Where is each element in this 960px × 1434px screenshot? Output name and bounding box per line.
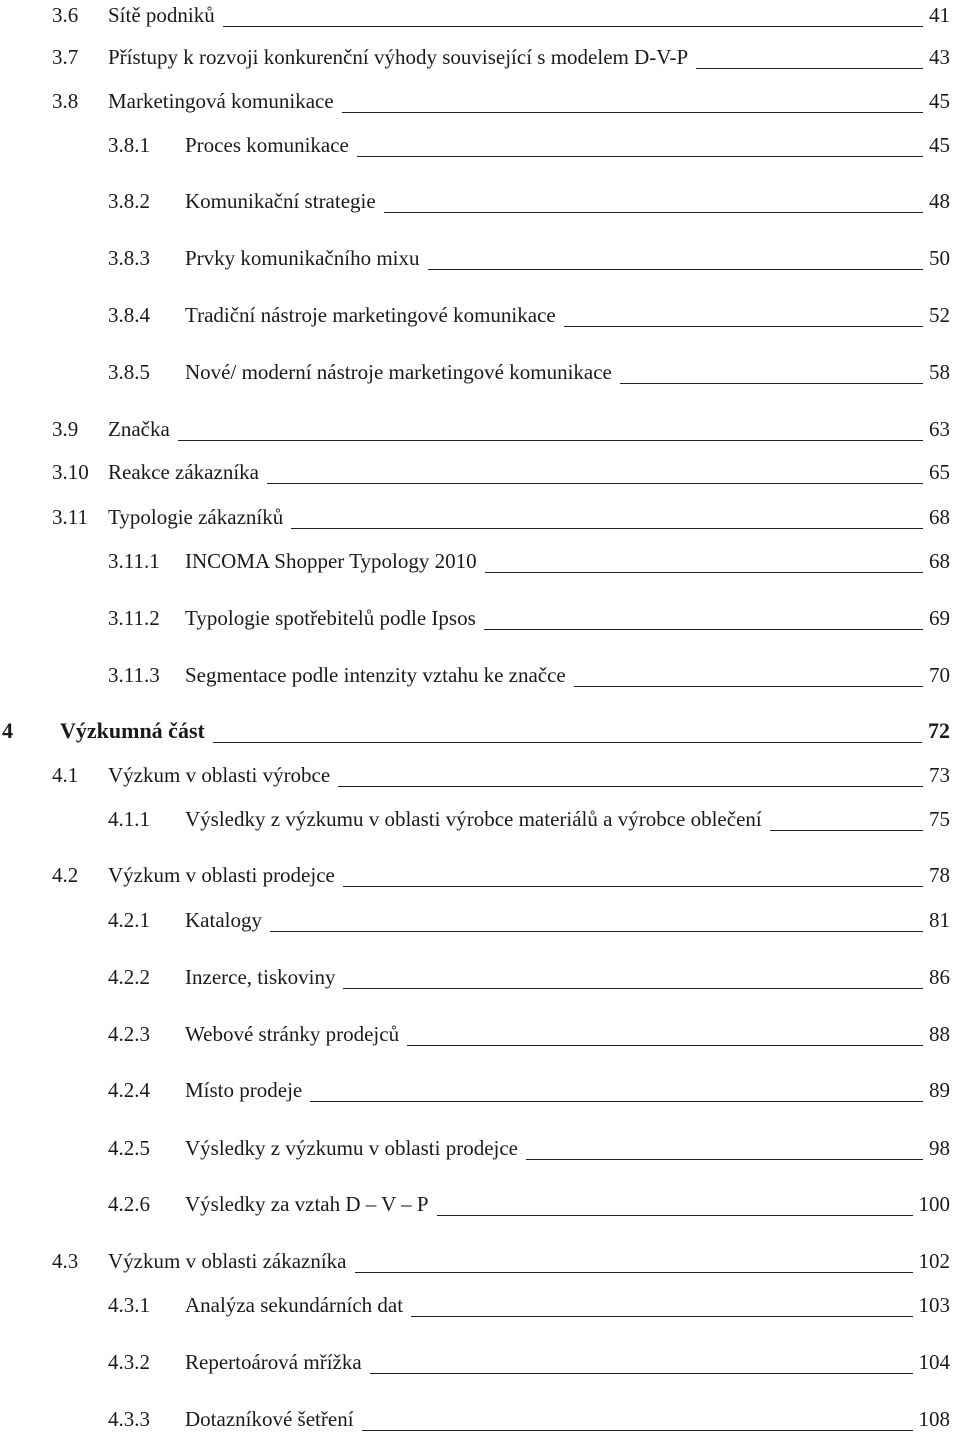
toc-entry-page: 41 [929,3,950,27]
toc-entry-page: 88 [929,1022,950,1046]
toc-entry-number: 3.8.2 [108,189,150,213]
toc-entry[interactable] [0,300,960,330]
toc-entry[interactable] [0,86,960,116]
toc-entry-title: Typologie spotřebitelů podle Ipsos [185,603,476,633]
toc-entry-page: 102 [918,1249,950,1273]
toc-leader-line [342,112,923,113]
toc-entry-title: Webové stránky prodejců [185,1019,399,1049]
toc-entry-title: Typologie zákazníků [108,502,283,532]
toc-leader-line [362,1430,913,1431]
toc-entry[interactable] [0,860,960,890]
toc-entry-number: 3.11 [52,505,88,529]
toc-entry[interactable] [0,1347,960,1377]
toc-entry-page: 68 [929,549,950,573]
toc-entry-page: 75 [929,807,950,831]
toc-entry[interactable] [0,804,960,834]
toc-entry[interactable] [0,546,960,576]
toc-entry[interactable] [0,502,960,532]
toc-entry[interactable] [0,760,960,790]
toc-entry-title: Inzerce, tiskoviny [185,962,335,992]
toc-leader-line [526,1159,923,1160]
toc-entry-number: 4.2.4 [108,1078,150,1102]
toc-leader-line [343,886,923,887]
toc-entry-number: 4.2.3 [108,1022,150,1046]
toc-entry-page: 81 [929,908,950,932]
toc-entry-title: Segmentace podle intenzity vztahu ke značce [185,660,566,690]
toc-entry-page: 89 [929,1078,950,1102]
toc-entry-title: Analýza sekundárních dat [185,1290,403,1320]
toc-entry[interactable] [0,243,960,273]
toc-leader-line [338,786,923,787]
toc-leader-line [384,212,923,213]
toc-entry[interactable] [0,42,960,72]
toc-entry-title: Proces komunikace [185,130,349,160]
toc-entry-title: Výsledky za vztah D – V – P [185,1189,429,1219]
toc-leader-line [310,1101,923,1102]
toc-entry[interactable] [0,1133,960,1163]
toc-entry-page: 70 [929,663,950,687]
toc-entry-title: Katalogy [185,905,262,935]
toc-entry-number: 3.7 [52,45,79,69]
toc-leader-line [223,26,923,27]
toc-leader-line [178,440,923,441]
toc-entry-page: 58 [929,360,950,384]
toc-entry-page: 45 [929,89,950,113]
toc-leader-line [357,156,923,157]
toc-entry[interactable] [0,1075,960,1105]
toc-entry-number: 4.2.5 [108,1136,150,1160]
toc-entry-number: 3.8.4 [108,303,150,327]
toc-entry-number: 4 [2,718,13,743]
toc-leader-line [620,383,923,384]
toc-entry-page: 100 [918,1192,950,1216]
toc-leader-line [485,572,923,573]
toc-entry-number: 3.8.1 [108,133,150,157]
toc-leader-line [370,1373,913,1374]
toc-leader-line [411,1316,913,1317]
toc-entry-number: 4.1.1 [108,807,150,831]
toc-leader-line [213,742,922,743]
toc-entry-page: 50 [929,246,950,270]
toc-entry[interactable] [0,660,960,690]
toc-entry-title: Výzkumná část [60,716,205,746]
toc-entry-page: 73 [929,763,950,787]
toc-leader-line [428,269,923,270]
toc-entry[interactable] [0,1189,960,1219]
toc-entry-page: 98 [929,1136,950,1160]
toc-leader-line [355,1272,913,1273]
toc-entry[interactable] [0,905,960,935]
toc-entry-number: 4.2.2 [108,965,150,989]
toc-entry-title: Výzkum v oblasti prodejce [108,860,335,890]
toc-entry-title: Přístupy k rozvoji konkurenční výhody související s modelem D-V-P [108,42,688,72]
toc-entry[interactable] [0,1290,960,1320]
toc-entry-title: Komunikační strategie [185,186,376,216]
toc-entry-page: 104 [918,1350,950,1374]
toc-entry-title: Výzkum v oblasti zákazníka [108,1246,347,1276]
toc-entry-page: 65 [929,460,950,484]
toc-leader-line [291,528,923,529]
toc-entry-title: Reakce zákazníka [108,457,259,487]
toc-entry[interactable] [0,1019,960,1049]
toc-entry-number: 4.2 [52,863,79,887]
toc-entry-number: 4.3.1 [108,1293,150,1317]
toc-entry-title: Nové/ moderní nástroje marketingové komunikace [185,357,612,387]
toc-entry-title: Dotazníkové šetření [185,1404,354,1434]
toc-entry-number: 4.2.1 [108,908,150,932]
toc-leader-line [267,483,923,484]
toc-entry[interactable] [0,0,960,30]
toc-entry-page: 103 [918,1293,950,1317]
toc-entry-number: 4.3 [52,1249,79,1273]
toc-entry[interactable] [0,603,960,633]
toc-entry-number: 3.8.5 [108,360,150,384]
toc-entry-number: 4.2.6 [108,1192,150,1216]
toc-entry-title: Výsledky z výzkumu v oblasti výrobce materiálů a výrobce oblečení [185,804,762,834]
toc-entry-number: 3.8.3 [108,246,150,270]
toc-entry-page: 68 [929,505,950,529]
toc-entry-title: Marketingová komunikace [108,86,334,116]
toc-leader-line [770,830,923,831]
toc-entry-title: Výsledky z výzkumu v oblasti prodejce [185,1133,518,1163]
toc-entry-number: 3.6 [52,3,79,27]
toc-entry-page: 48 [929,189,950,213]
toc-entry-title: Výzkum v oblasti výrobce [108,760,330,790]
toc-leader-line [696,68,923,69]
toc-entry-title: Tradiční nástroje marketingové komunikace [185,300,556,330]
toc-entry-page: 108 [918,1407,950,1431]
toc-entry-page: 52 [929,303,950,327]
toc-entry-page: 45 [929,133,950,157]
toc-entry-number: 4.3.3 [108,1407,150,1431]
toc-entry-number: 3.11.3 [108,663,160,687]
toc-entry-title: Místo prodeje [185,1075,302,1105]
toc-entry[interactable] [0,962,960,992]
toc-entry-page: 43 [929,45,950,69]
toc-entry-number: 3.8 [52,89,79,113]
toc-leader-line [407,1045,923,1046]
toc-leader-line [343,988,923,989]
toc-entry[interactable] [0,716,960,746]
toc-leader-line [437,1215,913,1216]
toc-entry[interactable] [0,130,960,160]
toc-entry-title: Značka [108,414,170,444]
toc-entry-number: 3.11.1 [108,549,160,573]
toc-entry-number: 4.1 [52,763,79,787]
toc-entry-number: 4.3.2 [108,1350,150,1374]
toc-entry[interactable] [0,414,960,444]
toc-entry[interactable] [0,357,960,387]
toc-leader-line [270,931,923,932]
toc-entry-title: Prvky komunikačního mixu [185,243,420,273]
toc-entry-page: 78 [929,863,950,887]
toc-entry-title: Repertoárová mřížka [185,1347,362,1377]
toc-entry[interactable] [0,1246,960,1276]
toc-leader-line [574,686,923,687]
toc-entry[interactable] [0,186,960,216]
toc-entry-number: 3.9 [52,417,79,441]
toc-entry-page: 63 [929,417,950,441]
toc-entry-title: INCOMA Shopper Typology 2010 [185,546,477,576]
toc-entry-page: 86 [929,965,950,989]
toc-entry-title: Sítě podniků [108,0,215,30]
toc-entry-page: 72 [928,718,950,743]
toc-entry[interactable] [0,457,960,487]
toc-leader-line [484,629,923,630]
toc-leader-line [564,326,923,327]
toc-entry-number: 3.10 [52,460,89,484]
toc-entry-page: 69 [929,606,950,630]
toc-entry-number: 3.11.2 [108,606,160,630]
